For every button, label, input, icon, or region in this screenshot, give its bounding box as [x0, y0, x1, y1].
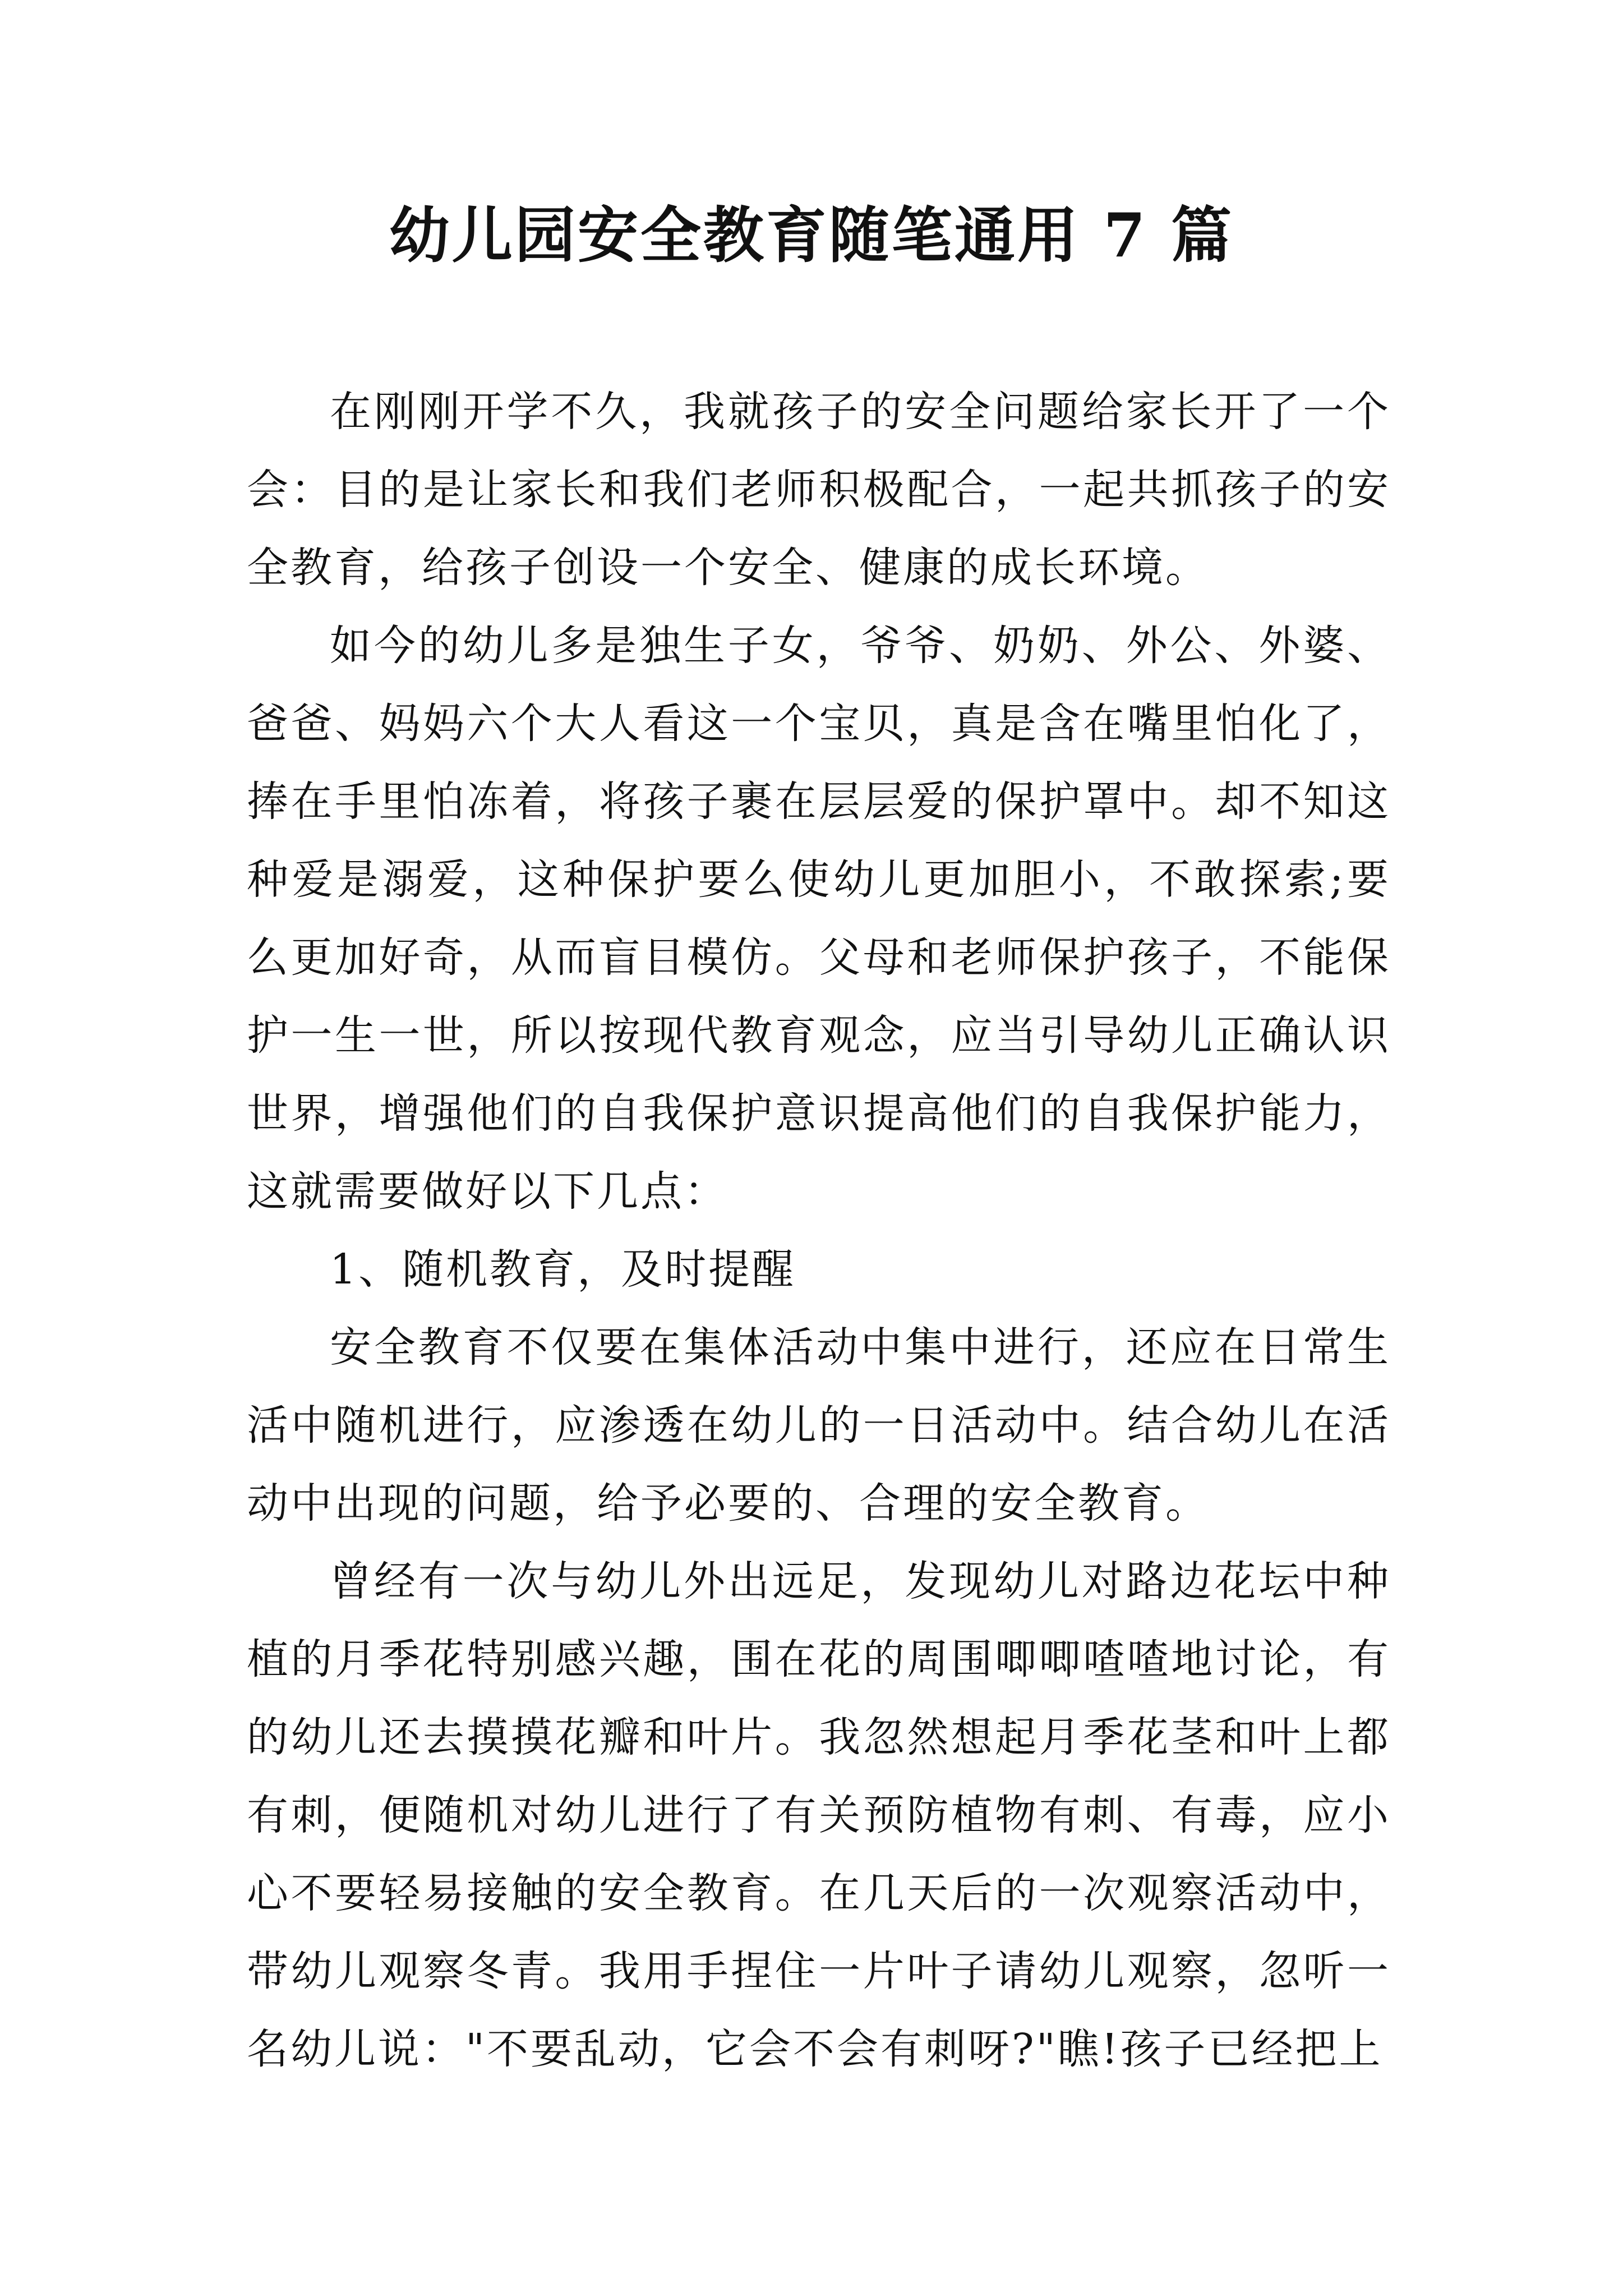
document-body: [247, 373, 1391, 2088]
document-title: 幼儿园安全教育随笔通用 7 篇: [389, 200, 1234, 271]
paragraph: 在刚刚开学不久，我就孩子的安全问题给家长开了一个会：目的是让家长和我们老师积极配合，一起共抓孩子的安全教育，给孩子创设一个安全、健康的成长环境。: [247, 388, 1391, 592]
paragraph: 安全教育不仅要在集体活动中集中进行，还应在日常生活中随机进行，应渗透在幼儿的一日活动中。结合幼儿在活动中出现的问题，给予必要的、合理的安全教育。: [247, 1323, 1391, 1527]
section-heading: 1、随机教育，及时提醒: [330, 1245, 796, 1294]
paragraph: 曾经有一次与幼儿外出远足，发现幼儿对路边花坛中种植的月季花特别感兴趣，围在花的周围唧唧喳喳地讨论，有的幼儿还去摸摸花瓣和叶片。我忽然想起月季花茎和叶上都有刺，便随机对幼儿进行了有关预防植物有刺、有毒，应小心不要轻易接触的安全教育。在几天后的一次观察活动中，带幼儿观察冬青。我用手捏住一片叶子请幼儿观察，忽听一名幼儿说："不要乱动，它会不会有刺呀?"瞧!孩子已经把上: [247, 1557, 1391, 2073]
paragraph: 如今的幼儿多是独生子女，爷爷、奶奶、外公、外婆、爸爸、妈妈六个大人看这一个宝贝，真是含在嘴里怕化了，捧在手里怕冻着，将孩子裹在层层爱的保护罩中。却不知这种爱是溺爱，这种保护要么使幼儿更加胆小，不敢探索;要么更加好奇，从而盲目模仿。父母和老师保护孩子，不能保护一生一世，所以按现代教育观念，应当引导幼儿正确认识世界，增强他们的自我保护意识提高他们的自我保护能力，这就需要做好以下几点：: [247, 622, 1391, 1216]
